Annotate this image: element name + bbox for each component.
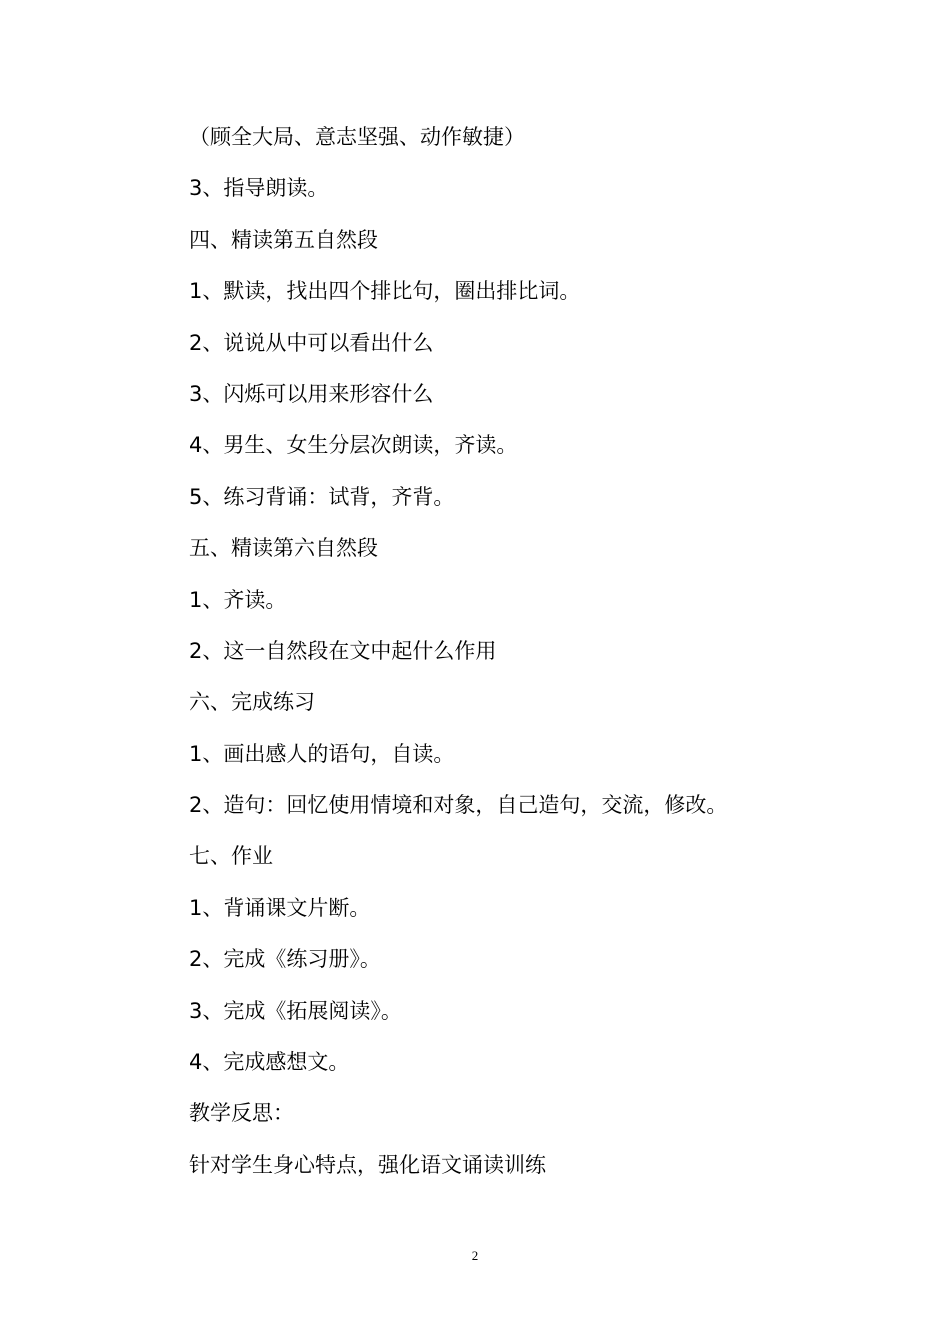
text-line: 1、画出感人的语句，自读。 bbox=[189, 741, 455, 766]
text-line: 2、完成《练习册》。 bbox=[189, 947, 381, 972]
text-line: 4、男生、女生分层次朗读，齐读。 bbox=[189, 433, 518, 458]
text-line: 1、背诵课文片断。 bbox=[189, 895, 371, 920]
section-heading: 六、完成练习 bbox=[189, 690, 315, 715]
text-line: （顾全大局、意志坚强、动作敏捷） bbox=[189, 125, 525, 149]
text-line: 2、说说从中可以看出什么 bbox=[189, 330, 434, 355]
section-heading: 五、精读第六自然段 bbox=[189, 536, 378, 561]
text-line: 2、造句：回忆使用情境和对象，自己造句，交流，修改。 bbox=[189, 793, 728, 818]
text-line: 1、默读，找出四个排比句，圈出排比词。 bbox=[189, 279, 581, 304]
text-line: 针对学生身心特点，强化语文诵读训练 bbox=[189, 1152, 546, 1177]
text-line: 1、齐读。 bbox=[189, 587, 287, 612]
text-line: 3、完成《拓展阅读》。 bbox=[189, 998, 402, 1023]
document-body bbox=[189, 118, 889, 1197]
text-line: 3、闪烁可以用来形容什么 bbox=[189, 381, 434, 406]
text-line: 2、这一自然段在文中起什么作用 bbox=[189, 638, 497, 663]
text-line: 3、指导朗读。 bbox=[189, 176, 329, 201]
page-number: 2 bbox=[471, 1248, 479, 1263]
section-heading: 七、作业 bbox=[189, 844, 273, 869]
section-heading: 四、精读第五自然段 bbox=[189, 227, 378, 252]
section-heading: 教学反思： bbox=[189, 1101, 294, 1126]
text-line: 5、练习背诵：试背，齐背。 bbox=[189, 484, 455, 509]
text-line: 4、完成感想文。 bbox=[189, 1050, 350, 1075]
